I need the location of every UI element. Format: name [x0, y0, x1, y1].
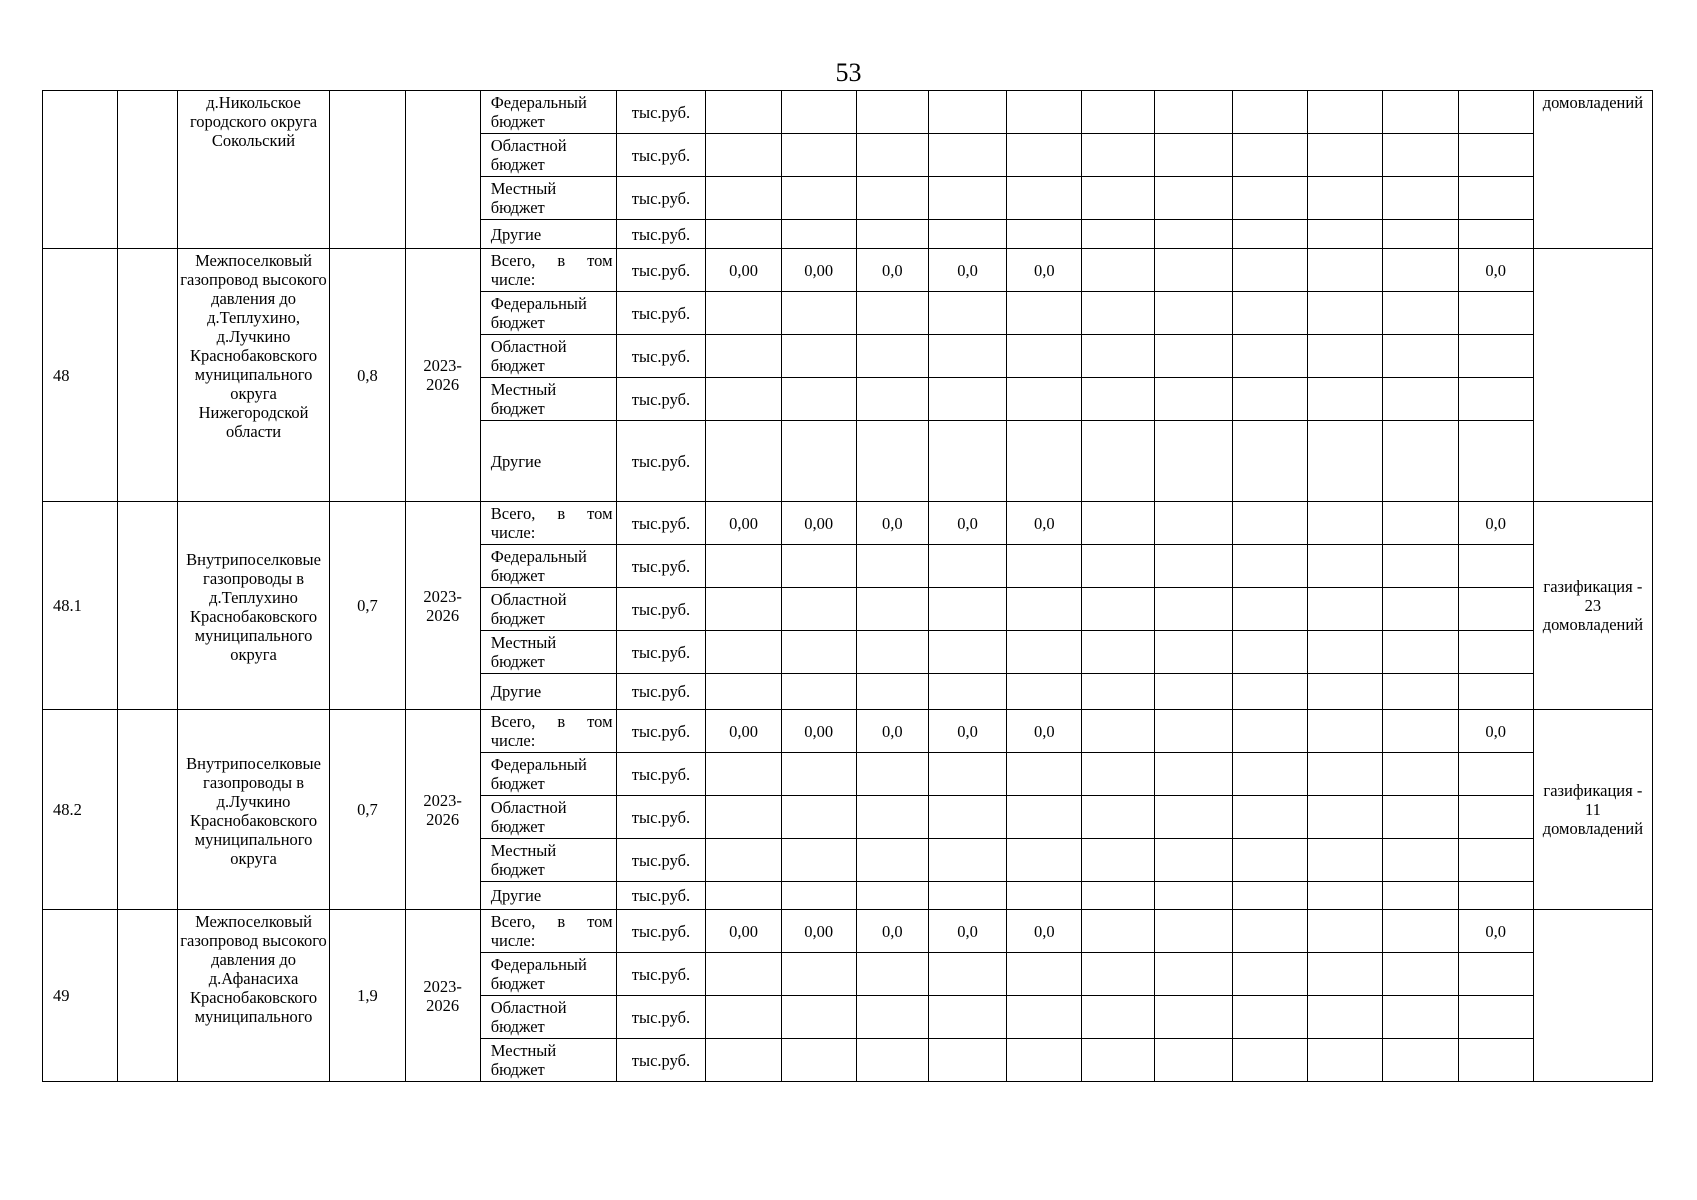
source-regional: Областной бюджет: [480, 588, 616, 631]
source-total: Всего, в том числе:: [480, 710, 616, 753]
project-length: 0,7: [330, 710, 405, 910]
value-cell: 0,00: [781, 249, 856, 292]
unit: тыс.руб.: [616, 996, 706, 1039]
value-cell: 0,0: [1458, 910, 1533, 953]
unit: тыс.руб.: [616, 796, 706, 839]
unit: тыс.руб.: [616, 292, 706, 335]
project-name: Межпоселковый газопровод высокого давления до д.Афанасиха Краснобаковского муниципального: [177, 910, 330, 1082]
project-length: [330, 91, 405, 249]
unit: тыс.руб.: [616, 335, 706, 378]
value-cell: 0,0: [1007, 249, 1082, 292]
table-row: [43, 910, 1653, 953]
unit: тыс.руб.: [616, 839, 706, 882]
project-result: газификация - 23 домовладений: [1533, 502, 1652, 710]
unit: тыс.руб.: [616, 710, 706, 753]
value-cell: 0,00: [781, 710, 856, 753]
source-regional: Областной бюджет: [480, 996, 616, 1039]
unit: тыс.руб.: [616, 588, 706, 631]
value-cell: 0,0: [1458, 249, 1533, 292]
table-row: [43, 91, 1653, 134]
project-period: [405, 91, 480, 249]
value-cell: 0,0: [928, 249, 1006, 292]
project-length: 0,8: [330, 249, 405, 502]
empty-cell: [118, 502, 178, 710]
project-result: [1533, 249, 1652, 502]
value-cell: 0,00: [706, 502, 781, 545]
project-length: 1,9: [330, 910, 405, 1082]
project-result: газификация - 11 домовладений: [1533, 710, 1652, 910]
unit: тыс.руб.: [616, 249, 706, 292]
source-local: Местный бюджет: [480, 177, 616, 220]
value-cell: 0,0: [856, 710, 928, 753]
empty-cell: [118, 91, 178, 249]
project-number: [43, 91, 118, 249]
value-cell: 0,0: [856, 502, 928, 545]
unit: тыс.руб.: [616, 91, 706, 134]
unit: тыс.руб.: [616, 134, 706, 177]
value-cell: 0,0: [1007, 910, 1082, 953]
unit: тыс.руб.: [616, 631, 706, 674]
project-result: домовладений: [1533, 91, 1652, 249]
unit: тыс.руб.: [616, 378, 706, 421]
value-cell: 0,00: [706, 249, 781, 292]
project-result: [1533, 910, 1652, 1082]
table-row: [43, 710, 1653, 753]
financing-table: [42, 90, 1653, 1082]
unit: тыс.руб.: [616, 753, 706, 796]
unit: тыс.руб.: [616, 674, 706, 710]
source-federal: Федеральный бюджет: [480, 953, 616, 996]
value-cell: 0,00: [706, 710, 781, 753]
source-local: Местный бюджет: [480, 1039, 616, 1082]
value-cell: 0,0: [928, 502, 1006, 545]
unit: тыс.руб.: [616, 177, 706, 220]
unit: тыс.руб.: [616, 220, 706, 249]
source-federal: Федеральный бюджет: [480, 91, 616, 134]
value-cell: 0,0: [1458, 502, 1533, 545]
source-other: Другие: [480, 674, 616, 710]
unit: тыс.руб.: [616, 502, 706, 545]
value-cell: 0,0: [1007, 710, 1082, 753]
source-total: Всего, в том числе:: [480, 249, 616, 292]
unit: тыс.руб.: [616, 545, 706, 588]
empty-cell: [118, 910, 178, 1082]
source-regional: Областной бюджет: [480, 134, 616, 177]
source-federal: Федеральный бюджет: [480, 753, 616, 796]
value-cell: 0,0: [928, 910, 1006, 953]
source-federal: Федеральный бюджет: [480, 545, 616, 588]
source-other: Другие: [480, 421, 616, 502]
value-cell: 0,00: [781, 502, 856, 545]
project-name: Внутрипоселковые газопроводы в д.Лучкино Краснобаковского муниципального округа: [177, 710, 330, 910]
value-cell: 0,0: [1458, 710, 1533, 753]
value-cell: 0,00: [781, 910, 856, 953]
source-regional: Областной бюджет: [480, 796, 616, 839]
unit: тыс.руб.: [616, 953, 706, 996]
project-number: 48: [43, 249, 118, 502]
page-number: 53: [835, 58, 862, 87]
unit: тыс.руб.: [616, 910, 706, 953]
project-period: 2023-2026: [405, 910, 480, 1082]
empty-cell: [118, 249, 178, 502]
project-number: 48.1: [43, 502, 118, 710]
source-federal: Федеральный бюджет: [480, 292, 616, 335]
project-period: 2023-2026: [405, 249, 480, 502]
table-row: [43, 502, 1653, 545]
source-other: Другие: [480, 882, 616, 910]
value-cell: 0,0: [856, 249, 928, 292]
project-name: д.Никольское городского округа Сокольский: [177, 91, 330, 249]
source-other: Другие: [480, 220, 616, 249]
unit: тыс.руб.: [616, 882, 706, 910]
project-number: 48.2: [43, 710, 118, 910]
project-period: 2023-2026: [405, 502, 480, 710]
empty-cell: [118, 710, 178, 910]
project-number: 49: [43, 910, 118, 1082]
value-cell: 0,0: [1007, 502, 1082, 545]
source-local: Местный бюджет: [480, 631, 616, 674]
unit: тыс.руб.: [616, 421, 706, 502]
value-cell: 0,0: [928, 710, 1006, 753]
value-cell: 0,00: [706, 910, 781, 953]
source-regional: Областной бюджет: [480, 335, 616, 378]
project-name: Межпоселковый газопровод высокого давления до д.Теплухино, д.Лучкино Краснобаковского муниципального округа Нижегородской области: [177, 249, 330, 502]
project-period: 2023-2026: [405, 710, 480, 910]
source-total: Всего, в том числе:: [480, 502, 616, 545]
source-local: Местный бюджет: [480, 839, 616, 882]
source-local: Местный бюджет: [480, 378, 616, 421]
table-row: [43, 249, 1653, 292]
value-cell: 0,0: [856, 910, 928, 953]
project-length: 0,7: [330, 502, 405, 710]
unit: тыс.руб.: [616, 1039, 706, 1082]
project-name: Внутрипоселковые газопроводы в д.Теплухино Краснобаковского муниципального округа: [177, 502, 330, 710]
source-total: Всего, в том числе:: [480, 910, 616, 953]
